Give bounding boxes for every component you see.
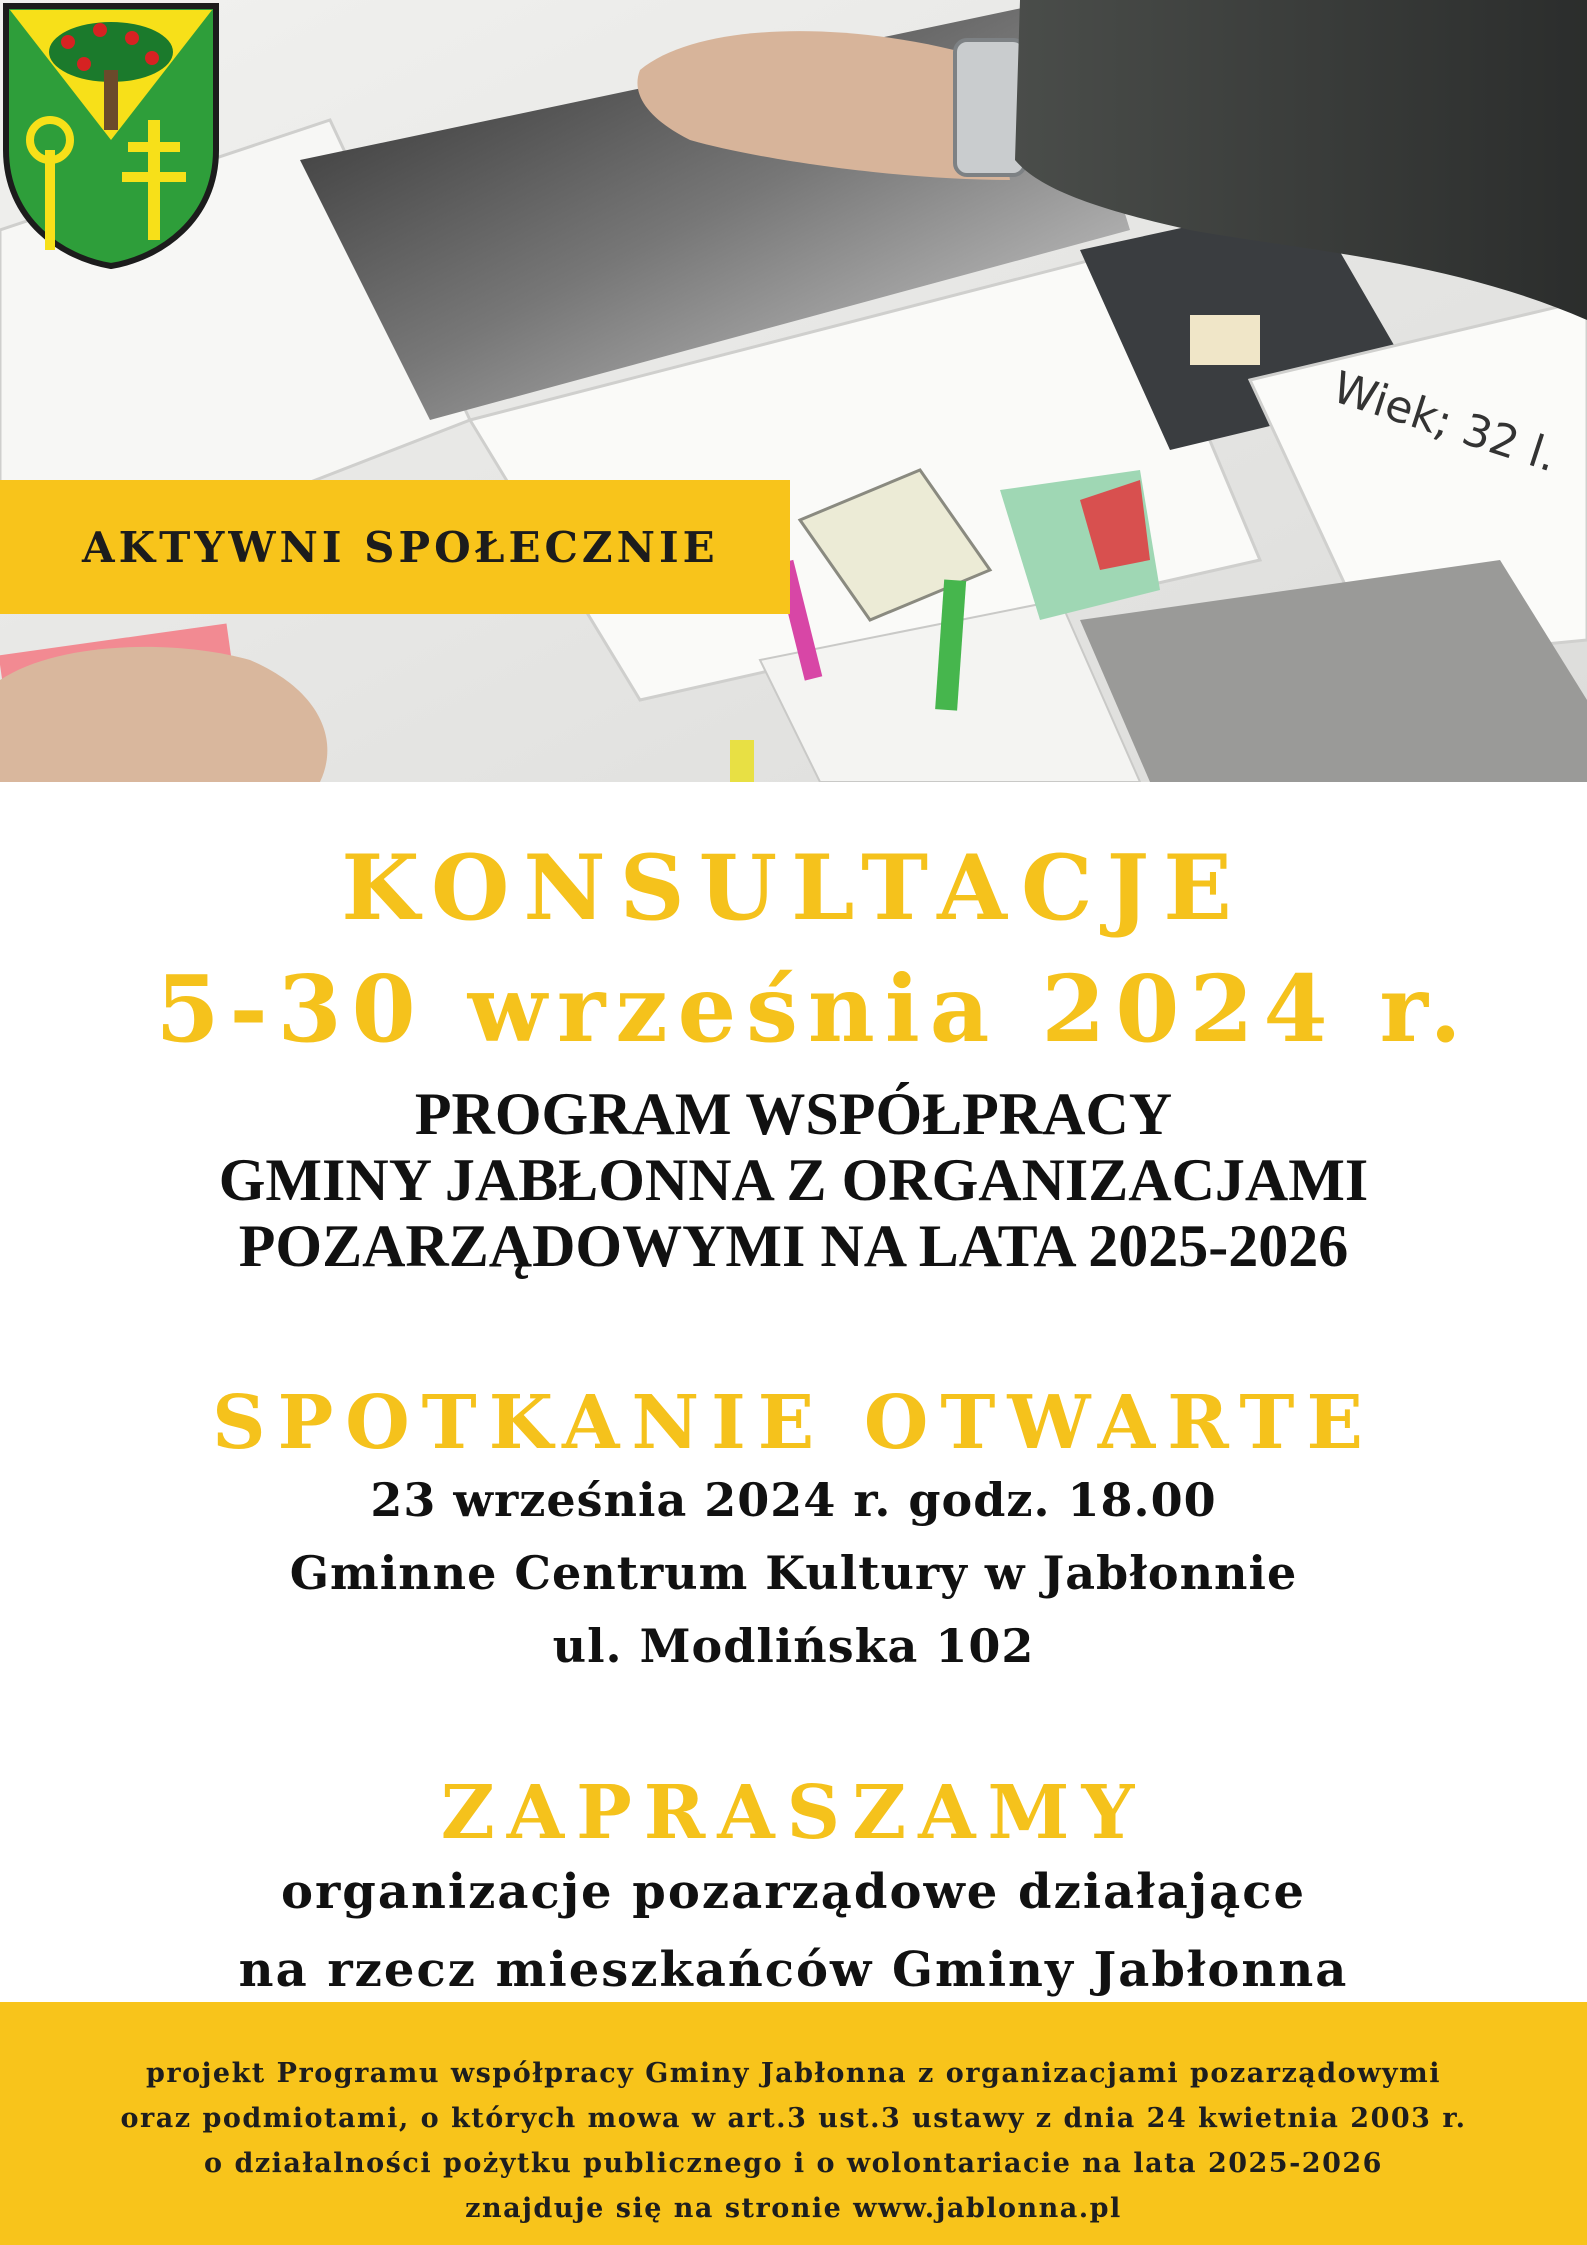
meeting-datetime: 23 września 2024 r. godz. 18.00 — [370, 1473, 1217, 1527]
meeting-address: ul. Modlińska 102 — [552, 1619, 1035, 1673]
coat-of-arms-icon — [0, 0, 222, 270]
footer-website-line[interactable]: znajduje się na stronie www.jablonna.pl — [465, 2193, 1122, 2224]
hero-photo-illustration — [0, 0, 1587, 782]
footer-banner — [0, 2002, 1587, 2245]
meeting-venue: Gminne Centrum Kultury w Jabłonnie — [289, 1546, 1298, 1600]
invite-title: ZAPRASZAMY — [440, 1770, 1147, 1856]
program-title-line-3: POZARZĄDOWYMI NA LATA 2025-2026 — [238, 1213, 1349, 1279]
footer-line-1: projekt Programu współpracy Gminy Jabłonna z organizacjami pozarządowymi — [146, 2058, 1441, 2089]
svg-text:Wiek; 32 l.: Wiek; 32 l. — [1326, 361, 1564, 483]
ribbon-banner — [0, 480, 790, 614]
invite-line-1: organizacje pozarządowe działające — [281, 1864, 1306, 1920]
footer-line-2: oraz podmiotami, o których mowa w art.3 ust.3 ustawy z dnia 24 kwietnia 2003 r. — [120, 2103, 1467, 2134]
program-title-line-1: PROGRAM WSPÓŁPRACY — [414, 1081, 1173, 1147]
ribbon-label: AKTYWNI SPOŁECZNIE — [82, 522, 719, 572]
hero-photo — [0, 0, 1587, 782]
meeting-title: SPOTKANIE OTWARTE — [212, 1380, 1375, 1466]
consultation-dates: 5-30 września 2024 r. — [155, 955, 1472, 1063]
invite-line-2: na rzecz mieszkańców Gminy Jabłonna — [238, 1942, 1349, 1998]
consultation-title: KONSULTACJE — [341, 835, 1246, 941]
footer-line-3: o działalności pożytku publicznego i o wolontariacie na lata 2025-2026 — [204, 2148, 1383, 2179]
program-title-line-2: GMINY JABŁONNA Z ORGANIZACJAMI — [218, 1147, 1369, 1213]
